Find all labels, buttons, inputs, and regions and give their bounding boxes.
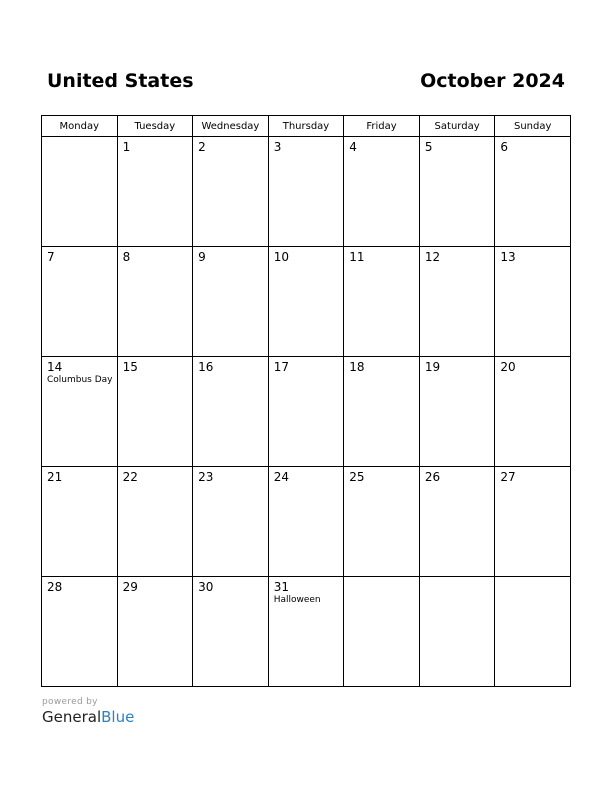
day-number: 23 (198, 470, 214, 484)
day-number: 7 (47, 250, 55, 264)
day-cell (193, 247, 269, 357)
powered-by-label: powered by (42, 697, 98, 707)
day-cell (419, 467, 495, 577)
day-number: 12 (424, 250, 441, 264)
logo-text-general: General (42, 708, 102, 726)
day-number: 2 (198, 140, 206, 154)
day-cell (495, 247, 571, 357)
day-number: 27 (500, 470, 516, 484)
day-number: 29 (122, 580, 138, 594)
weekday-header: Wednesday (193, 116, 269, 137)
day-number: 9 (198, 250, 206, 264)
day-number: 17 (273, 360, 289, 374)
day-cell (344, 467, 420, 577)
weekday-header: Monday (42, 116, 118, 137)
day-number: 5 (424, 140, 433, 154)
calendar-country-title: United States (47, 70, 194, 92)
day-number: 25 (349, 470, 365, 484)
day-cell (117, 467, 193, 577)
day-cell (268, 137, 344, 247)
holiday-label: Halloween (273, 595, 321, 605)
day-cell (193, 137, 269, 247)
weekday-header: Tuesday (117, 116, 193, 137)
calendar-week-row (42, 247, 571, 357)
day-cell (117, 247, 193, 357)
weekday-header-row (42, 116, 571, 137)
day-cell (42, 577, 118, 687)
day-cell (42, 467, 118, 577)
day-number: 13 (500, 250, 516, 264)
weekday-header: Thursday (268, 116, 344, 137)
day-cell (117, 577, 193, 687)
day-number: 19 (424, 360, 441, 374)
day-cell (42, 357, 118, 467)
day-number: 21 (47, 470, 63, 484)
day-number: 26 (424, 470, 441, 484)
day-number: 18 (349, 360, 365, 374)
day-cell (419, 137, 495, 247)
day-number: 31 (273, 580, 289, 594)
calendar-week-row (42, 357, 571, 467)
day-number: 28 (47, 580, 63, 594)
day-number: 20 (500, 360, 516, 374)
weekday-header: Friday (344, 116, 420, 137)
empty-day-cell (419, 577, 495, 687)
day-number: 3 (273, 140, 282, 154)
calendar-week-row (42, 577, 571, 687)
weekday-header: Sunday (495, 116, 571, 137)
day-number: 30 (198, 580, 214, 594)
day-number: 14 (47, 360, 63, 374)
day-number: 1 (122, 140, 131, 154)
day-cell (268, 247, 344, 357)
day-cell (344, 357, 420, 467)
day-cell (344, 137, 420, 247)
day-number: 24 (273, 470, 289, 484)
day-cell (419, 357, 495, 467)
day-cell (268, 577, 344, 687)
day-cell (495, 357, 571, 467)
day-number: 6 (500, 140, 509, 154)
day-cell (495, 137, 571, 247)
day-cell (117, 357, 193, 467)
calendar-weeks (42, 137, 571, 687)
day-number: 22 (122, 470, 138, 484)
day-number: 8 (122, 250, 131, 264)
calendar-week-row (42, 137, 571, 247)
weekday-header: Saturday (419, 116, 495, 137)
holiday-label: Columbus Day (47, 375, 113, 385)
day-cell (419, 247, 495, 357)
calendar-week-row (42, 467, 571, 577)
day-cell (268, 467, 344, 577)
day-cell (268, 357, 344, 467)
day-cell (495, 467, 571, 577)
day-cell (193, 577, 269, 687)
day-number: 11 (349, 250, 365, 264)
day-number: 16 (198, 360, 214, 374)
empty-day-cell (344, 577, 420, 687)
month-calendar-grid (41, 115, 571, 687)
empty-day-cell (495, 577, 571, 687)
day-number: 15 (122, 360, 138, 374)
powered-by-footer (42, 697, 134, 726)
day-cell (117, 137, 193, 247)
calendar-month-title: October 2024 (420, 70, 565, 92)
day-number: 10 (273, 250, 289, 264)
day-cell (344, 247, 420, 357)
logo-text-blue: Blue (101, 708, 135, 726)
day-cell (193, 467, 269, 577)
day-cell (193, 357, 269, 467)
generalblue-logo (42, 708, 134, 726)
day-cell (42, 247, 118, 357)
day-number: 4 (349, 140, 357, 154)
empty-day-cell (42, 137, 118, 247)
